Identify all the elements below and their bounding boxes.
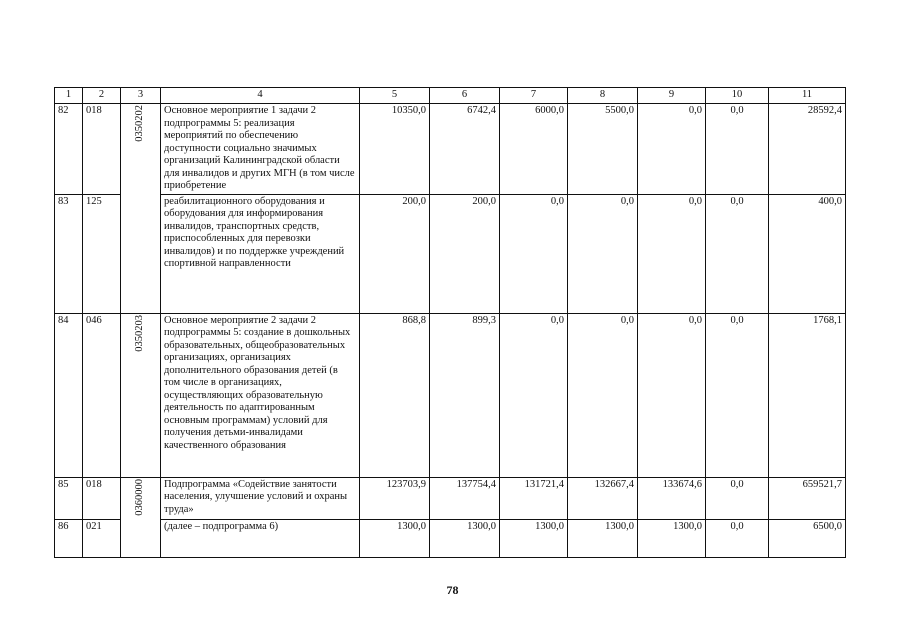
value-7: 6000,0 [500, 104, 568, 195]
value-9: 0,0 [638, 313, 706, 477]
table-row [55, 194, 846, 313]
value-8: 0,0 [568, 313, 638, 477]
page-number: 78 [446, 583, 459, 597]
header-cell: 3 [121, 88, 161, 104]
description: (далее – подпрограмма 6) [161, 519, 360, 557]
value-10: 0,0 [706, 519, 769, 557]
code-3-text: 0360000 [134, 478, 146, 516]
value-9: 0,0 [638, 104, 706, 195]
header-cell: 7 [500, 88, 568, 104]
header-cell: 10 [706, 88, 769, 104]
row-number: 82 [55, 104, 83, 195]
header-cell: 9 [638, 88, 706, 104]
value-7: 131721,4 [500, 477, 568, 519]
header-cell: 5 [360, 88, 430, 104]
value-8: 1300,0 [568, 519, 638, 557]
value-10: 0,0 [706, 194, 769, 313]
code-2: 018 [83, 104, 121, 195]
header-cell: 1 [55, 88, 83, 104]
value-5: 123703,9 [360, 477, 430, 519]
code-3 [121, 477, 161, 557]
budget-table [54, 87, 846, 558]
row-number: 83 [55, 194, 83, 313]
code-3 [121, 313, 161, 477]
code-2: 046 [83, 313, 121, 477]
value-11: 1768,1 [769, 313, 846, 477]
value-6: 1300,0 [430, 519, 500, 557]
value-7: 0,0 [500, 313, 568, 477]
value-11: 6500,0 [769, 519, 846, 557]
value-5: 868,8 [360, 313, 430, 477]
value-11: 28592,4 [769, 104, 846, 195]
value-5: 10350,0 [360, 104, 430, 195]
value-11: 400,0 [769, 194, 846, 313]
row-number: 84 [55, 313, 83, 477]
header-cell: 8 [568, 88, 638, 104]
header-cell: 4 [161, 88, 360, 104]
table-row [55, 477, 846, 519]
header-cell: 11 [769, 88, 846, 104]
value-9: 0,0 [638, 194, 706, 313]
value-5: 1300,0 [360, 519, 430, 557]
description: Подпрограмма «Содействие занятости населения, улучшение условий и охраны труда» [161, 477, 360, 519]
value-9: 1300,0 [638, 519, 706, 557]
row-number: 86 [55, 519, 83, 557]
value-7: 0,0 [500, 194, 568, 313]
value-7: 1300,0 [500, 519, 568, 557]
value-10: 0,0 [706, 104, 769, 195]
value-5: 200,0 [360, 194, 430, 313]
value-6: 6742,4 [430, 104, 500, 195]
code-2: 125 [83, 194, 121, 313]
value-10: 0,0 [706, 477, 769, 519]
code-3-text: 0350202 [134, 105, 146, 142]
row-number: 85 [55, 477, 83, 519]
value-10: 0,0 [706, 313, 769, 477]
header-cell: 6 [430, 88, 500, 104]
header-cell: 2 [83, 88, 121, 104]
description: Основное мероприятие 2 задачи 2 подпрограммы 5: создание в дошкольных образовательных, общеобразовательных организациях, организациях дополнительного образования детей (в том числе в организациях, осуществляющих образовательную деятельность по адаптированным основным программам) условий для получения детьми-инвалидами качественного образования [161, 313, 360, 477]
table-row [55, 519, 846, 557]
description: Основное мероприятие 1 задачи 2 подпрограммы 5: реализация мероприятий по обеспечению доступности социально значимых организаций Калининградской области для инвалидов и других МГН (в том числе приобретение [161, 104, 360, 195]
header-row [55, 88, 846, 104]
value-11: 659521,7 [769, 477, 846, 519]
value-8: 5500,0 [568, 104, 638, 195]
value-6: 137754,4 [430, 477, 500, 519]
code-3 [121, 104, 161, 314]
table-row [55, 313, 846, 477]
value-6: 899,3 [430, 313, 500, 477]
value-8: 132667,4 [568, 477, 638, 519]
description: реабилитационного оборудования и оборудования для информирования инвалидов, транспортных средств, приспособленных для перевозки инвалидов) и по поддержке учреждений спортивной направленности [161, 194, 360, 313]
value-8: 0,0 [568, 194, 638, 313]
code-2: 021 [83, 519, 121, 557]
value-9: 133674,6 [638, 477, 706, 519]
code-2: 018 [83, 477, 121, 519]
table-row [55, 104, 846, 195]
code-3-text: 0350203 [134, 314, 146, 352]
value-6: 200,0 [430, 194, 500, 313]
